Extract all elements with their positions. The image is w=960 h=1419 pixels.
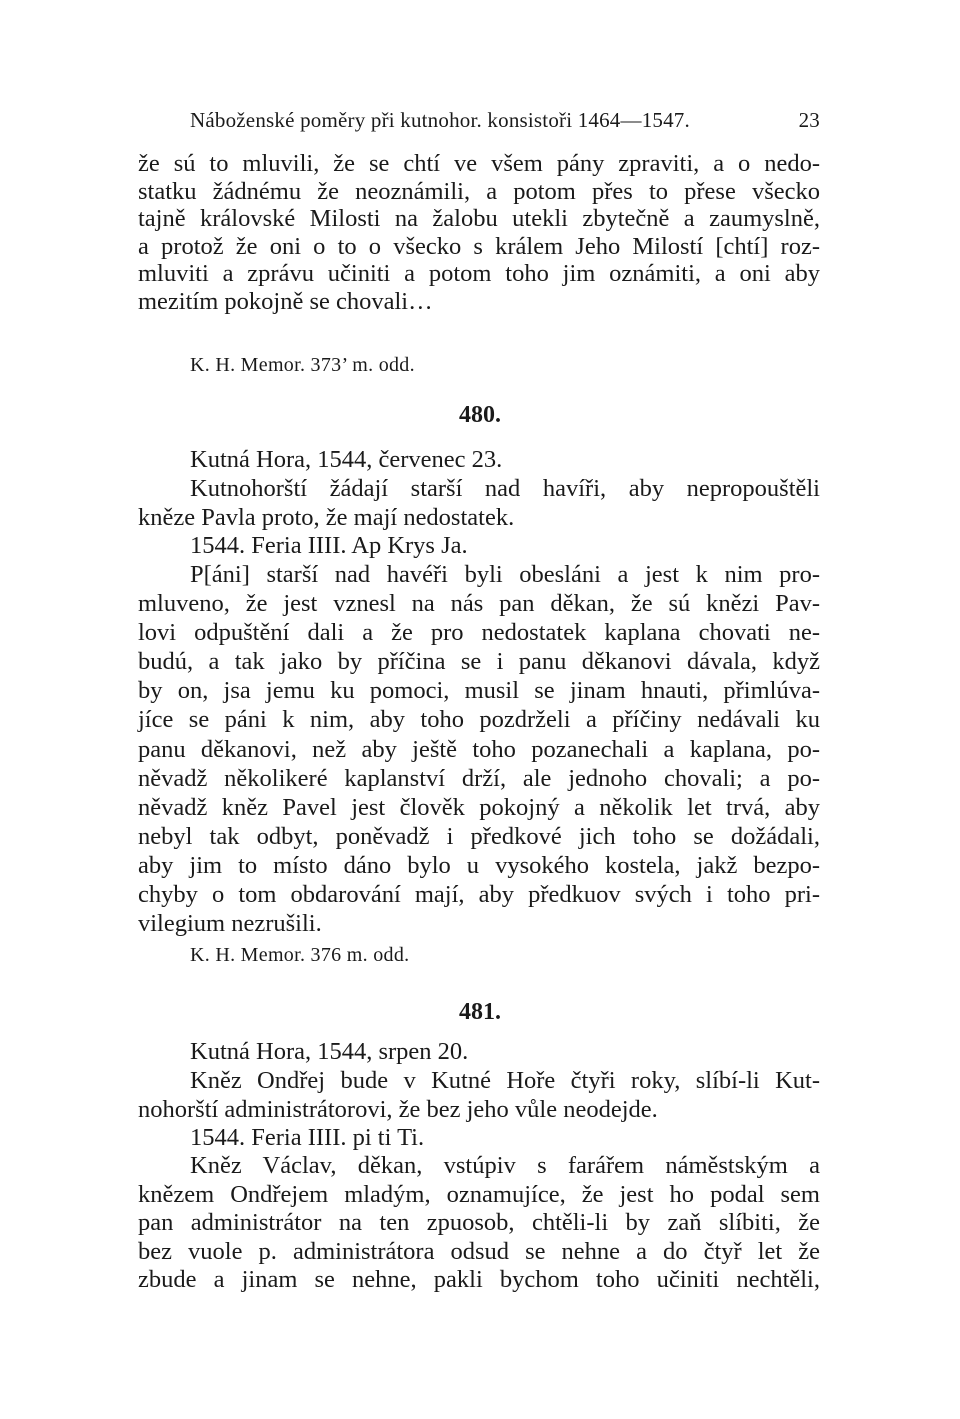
text-line: tajně královské Milosti na žalobu utekli zbytečně a zaumyslně, — [138, 205, 820, 232]
text-line: P[áni] starší nad havéři byli obesláni a jest k nim pro- — [190, 561, 820, 588]
text-line: zbude a jinam se nehne, pakli bychom toho učiniti nechtěli, — [138, 1266, 820, 1293]
document-number: 480. — [459, 402, 501, 428]
source-citation: K. H. Memor. 376 m. odd. — [190, 944, 410, 966]
page-number: 23 — [798, 108, 820, 132]
document-number: 481. — [459, 999, 501, 1025]
place-date: Kutná Hora, 1544, srpen 20. — [190, 1038, 469, 1065]
text-line: jíce se páni k nim, aby toho pozdrželi a příčiny nedávali ku — [138, 706, 820, 734]
text-line: vilegium nezrušili. — [138, 910, 322, 938]
place-date: Kutná Hora, 1544, červenec 23. — [190, 446, 503, 473]
header-title: Náboženské poměry při kutnohor. konsistoři 1464—1547. — [190, 108, 690, 132]
source-citation: K. H. Memor. 373’ m. odd. — [190, 354, 415, 376]
text-line: Kněz Ondřej bude v Kutné Hoře čtyři roky, slíbí-li Kut- — [190, 1067, 820, 1094]
dating-line: 1544. Feria IIII. pi ti Ti. — [190, 1124, 425, 1151]
document-text — [138, 1152, 820, 1295]
text-line: mezitím pokojně se chovali… — [138, 287, 433, 315]
text-line: knězem Ondřejem mladým, oznamujíce, že jest ho podal sem — [138, 1180, 820, 1208]
text-line: nebyl tak odbyt, poněvadž i předkové jich toho se dožádali, — [138, 822, 820, 850]
text-line: kněze Pavla proto, že mají nedostatek. — [138, 503, 515, 531]
text-line: pan administrátor na ten zpuosob, chtěli-li by zaň slíbiti, že — [138, 1209, 820, 1236]
text-line: že sú to mluvili, že se chtí ve všem pány zpraviti, a o nedo- — [138, 150, 820, 177]
text-line: mluviti a zprávu učiniti a potom toho jim oznámiti, a oni aby — [138, 260, 820, 287]
text-line: nohorští administrátorovi, že bez jeho vůle neodejde. — [138, 1096, 658, 1123]
document-text — [138, 560, 820, 938]
text-line: a protož že oni o to o všecko s králem Jeho Milostí [chtí] roz- — [138, 232, 820, 260]
summary-paragraph — [138, 1066, 820, 1124]
summary-paragraph — [138, 475, 820, 532]
continuation-paragraph — [138, 150, 820, 315]
text-line: mluveno, že jest vznesl na nás pan děkan, že sú knězi Pav- — [138, 590, 820, 618]
text-line: statku žádnému že neoznámili, a potom přes to přese všecko — [138, 177, 820, 205]
text-line: chyby o tom obdarování mají, aby předkuov svých i toho pri- — [138, 881, 820, 909]
text-line: bez vuole p. administrátora odsud se nehne a do čtyř let že — [138, 1237, 820, 1265]
text-line: budú, a tak jako by příčina se i panu děkanovi dávala, když — [138, 648, 820, 676]
text-line: něvadž několikeré kaplanství drží, ale jednoho chovali; a po- — [138, 764, 820, 792]
text-line: by on, jsa jemu ku pomoci, musil se jinam hnauti, přimlúva- — [138, 677, 820, 705]
text-line: Kněz Václav, děkan, vstúpiv s farářem náměstským a — [190, 1152, 820, 1179]
text-line: Kutnohorští žádají starší nad havíři, aby nepropouštěli — [190, 475, 820, 502]
text-line: panu děkanovi, než aby ještě toho pozanechali a kaplana, po- — [138, 735, 820, 763]
running-header — [190, 108, 820, 133]
text-line: lovi odpuštění dali a že pro nedostatek kaplana chovati ne- — [138, 619, 820, 647]
text-line: aby jim to místo dáno bylo u vysokého kostela, jakž bezpo- — [138, 851, 820, 879]
dating-line: 1544. Feria IIII. Ap Krys Ja. — [190, 532, 468, 559]
text-line: něvadž kněz Pavel jest člověk pokojný a několik let trvá, aby — [138, 793, 820, 821]
